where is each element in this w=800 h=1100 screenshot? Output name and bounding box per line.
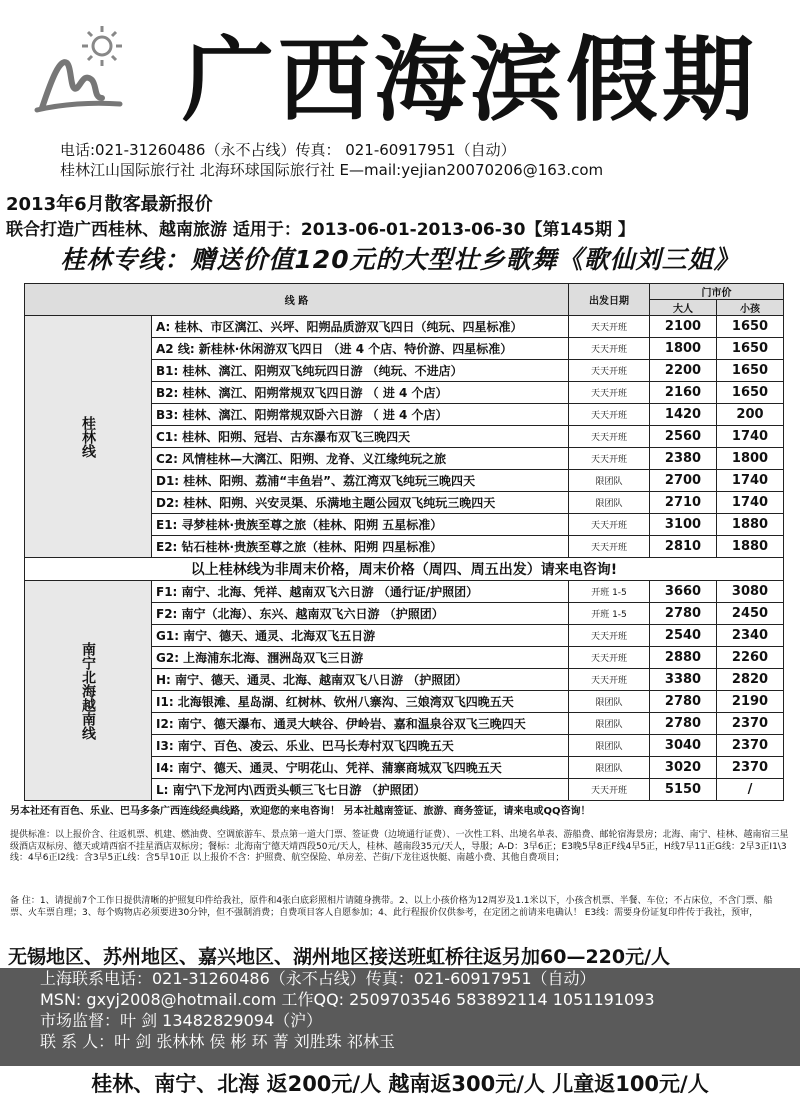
- child-price-cell: 2450: [717, 603, 784, 625]
- route-cell: F2: 南宁（北海）、东兴、越南双飞六日游 （护照团）: [152, 603, 569, 625]
- adult-price-cell: 2160: [650, 382, 717, 404]
- depart-cell: 天天开班: [569, 448, 650, 470]
- child-price-cell: 1880: [717, 514, 784, 536]
- depart-cell: 开班 1-5: [569, 581, 650, 603]
- depart-cell: 限团队: [569, 691, 650, 713]
- route-cell: I3: 南宁、百色、凌云、乐业、巴马长寿村双飞四晚五天: [152, 735, 569, 757]
- header-depart: 出发日期: [569, 284, 650, 316]
- weekend-notice: 以上桂林线为非周末价格，周末价格（周四、周五出发）请来电咨询!: [25, 558, 784, 581]
- depart-cell: 限团队: [569, 735, 650, 757]
- adult-price-cell: 3020: [650, 757, 717, 779]
- depart-cell: 限团队: [569, 713, 650, 735]
- depart-cell: 限团队: [569, 757, 650, 779]
- header-route: 线 路: [25, 284, 569, 316]
- adult-price-cell: 2810: [650, 536, 717, 558]
- region-label: 桂林线: [25, 316, 152, 558]
- adult-price-cell: 2100: [650, 316, 717, 338]
- route-cell: C1: 桂林、阳朔、冠岩、古东瀑布双飞三晚四天: [152, 426, 569, 448]
- child-price-cell: 1880: [717, 536, 784, 558]
- route-cell: E2: 钻石桂林·贵族至尊之旅（桂林、阳朔 四星标准）: [152, 536, 569, 558]
- footer-contact: [0, 968, 800, 1066]
- extra-routes-note: 另本社还有百色、乐业、巴马多条广西连线经典线路，欢迎您的来电咨询！ 另本社越南签证、旅游、商务签证，请来电或QQ咨询！: [10, 806, 591, 817]
- child-price-cell: 1650: [717, 360, 784, 382]
- child-price-cell: 2260: [717, 647, 784, 669]
- child-price-cell: 1740: [717, 492, 784, 514]
- child-price-cell: 1740: [717, 426, 784, 448]
- footer-supervisor: 市场监督：叶 剑 13482829094（沪）: [40, 1011, 323, 1030]
- route-cell: C2: 风情桂林—大漓江、阳朔、龙脊、义江缘纯玩之旅: [152, 448, 569, 470]
- adult-price-cell: 2540: [650, 625, 717, 647]
- adult-price-cell: 2780: [650, 713, 717, 735]
- child-price-cell: 1650: [717, 338, 784, 360]
- adult-price-cell: 3660: [650, 581, 717, 603]
- depart-cell: 天天开班: [569, 382, 650, 404]
- adult-price-cell: 2380: [650, 448, 717, 470]
- depart-cell: 天天开班: [569, 779, 650, 801]
- header-price: 门市价: [650, 284, 784, 300]
- brand-title: 广西海滨假期: [181, 27, 758, 134]
- page-title: 2013年6月散客最新报价: [6, 194, 213, 215]
- child-price-cell: 2190: [717, 691, 784, 713]
- transfer-note: 无锡地区、苏州地区、嘉兴地区、湖州地区接送班虹桥往返另加60—220元/人: [8, 946, 671, 968]
- route-cell: G2: 上海浦东北海、涠洲岛双飞三日游: [152, 647, 569, 669]
- route-cell: F1: 南宁、北海、凭祥、越南双飞六日游 （通行证/护照团）: [152, 581, 569, 603]
- adult-price-cell: 2780: [650, 603, 717, 625]
- depart-cell: 限团队: [569, 470, 650, 492]
- child-price-cell: 2820: [717, 669, 784, 691]
- adult-price-cell: 2560: [650, 426, 717, 448]
- depart-cell: 限团队: [569, 492, 650, 514]
- depart-cell: 天天开班: [569, 536, 650, 558]
- depart-cell: 天天开班: [569, 360, 650, 382]
- route-cell: B1: 桂林、漓江、阳朔双飞纯玩四日游 （纯玩、不进店）: [152, 360, 569, 382]
- adult-price-cell: 1800: [650, 338, 717, 360]
- child-price-cell: 2370: [717, 757, 784, 779]
- depart-cell: 开班 1-5: [569, 603, 650, 625]
- table-row: [25, 581, 784, 603]
- route-cell: A: 桂林、市区漓江、兴坪、阳朔品质游双飞四日（纯玩、四星标准）: [152, 316, 569, 338]
- route-cell: H: 南宁、德天、通灵、北海、越南双飞八日游 （护照团）: [152, 669, 569, 691]
- adult-price-cell: 1420: [650, 404, 717, 426]
- child-price-cell: 2340: [717, 625, 784, 647]
- footer-contacts: 联 系 人：叶 剑 张林林 侯 彬 环 菁 刘胜珠 祁林玉: [40, 1032, 395, 1051]
- route-cell: I2: 南宁、德天瀑布、通灵大峡谷、伊岭岩、嘉和温泉谷双飞三晚四天: [152, 713, 569, 735]
- child-price-cell: 200: [717, 404, 784, 426]
- adult-price-cell: 2710: [650, 492, 717, 514]
- adult-price-cell: 2200: [650, 360, 717, 382]
- child-price-cell: /: [717, 779, 784, 801]
- adult-price-cell: 3380: [650, 669, 717, 691]
- adult-price-cell: 3100: [650, 514, 717, 536]
- adult-price-cell: 2880: [650, 647, 717, 669]
- child-price-cell: 2370: [717, 735, 784, 757]
- route-cell: G1: 南宁、德天、通灵、北海双飞五日游: [152, 625, 569, 647]
- route-cell: E1: 寻梦桂林·贵族至尊之旅（桂林、阳朔 五星标准）: [152, 514, 569, 536]
- region-label: 南宁北海越南线: [25, 581, 152, 801]
- adult-price-cell: 3040: [650, 735, 717, 757]
- depart-cell: 天天开班: [569, 338, 650, 360]
- contact-phone: 电话:021-31260486（永不占线）传真： 021-60917951（自动）: [60, 141, 516, 159]
- contact-agencies: 桂林江山国际旅行社 北海环球国际旅行社 E—mail:yejian20070206@163.com: [60, 161, 604, 179]
- route-cell: D2: 桂林、阳朔、兴安灵渠、乐满地主题公园双飞纯玩三晚四天: [152, 492, 569, 514]
- depart-cell: 天天开班: [569, 426, 650, 448]
- price-table: [24, 283, 784, 801]
- depart-cell: 天天开班: [569, 404, 650, 426]
- adult-price-cell: 2780: [650, 691, 717, 713]
- slogan: 桂林专线：赠送价值120元的大型壮乡歌舞《歌仙刘三姐》: [60, 245, 740, 274]
- route-cell: L: 南宁\下龙河内\西贡头顿三飞七日游 （护照团）: [152, 779, 569, 801]
- route-cell: B2: 桂林、漓江、阳朔常规双飞四日游 （ 进 4 个店）: [152, 382, 569, 404]
- child-price-cell: 3080: [717, 581, 784, 603]
- page-subtitle: 联合打造广西桂林、越南旅游 适用于：2013-06-01-2013-06-30【第145期 】: [6, 220, 635, 240]
- depart-cell: 天天开班: [569, 669, 650, 691]
- footer-phone: 上海联系电话：021-31260486（永不占线）传真：021-60917951（自动）: [40, 969, 596, 988]
- header-child: 小孩: [717, 300, 784, 316]
- depart-cell: 天天开班: [569, 316, 650, 338]
- adult-price-cell: 2700: [650, 470, 717, 492]
- route-cell: A2 线: 新桂林·休闲游双飞四日 （进 4 个店、特价游、四星标准）: [152, 338, 569, 360]
- depart-cell: 天天开班: [569, 647, 650, 669]
- table-row: [25, 316, 784, 338]
- route-cell: I4: 南宁、德天、通灵、宁明花山、凭祥、蒲寨商城双飞四晚五天: [152, 757, 569, 779]
- child-price-cell: 1740: [717, 470, 784, 492]
- route-cell: I1: 北海银滩、星岛湖、红树林、钦州八寨沟、三娘湾双飞四晚五天: [152, 691, 569, 713]
- remarks-note: 备 住：1、请提前7个工作日提供清晰的护照复印件给我社，原件和4张白底彩照相片请随身携带。2、以上小孩价格为12周岁及1.1米以下，小孩含机票、半餐、车位；不占床位，不含门票、船票、火车票自理；3、每个购物店必须要进30分钟，但不强制消费；自费项目客人自愿参加；4、此行程报价仅供参考，在定团之前请来电确认！ E3线：需要身份证复印件传于我社，预审，: [10, 896, 773, 918]
- service-standard-note: 提供标准：以上报价含、往返机票、机建、燃油费、空调旅游车、景点第一道大门票、签证费（边境通行证费）、一次性工料、出境名单表、游船费、邮轮宿海景房；北海、南宁、桂林、越南宿三星级酒店双标房、德天或靖西宿不挂星酒店双标房；餐标：北海南宁德天靖西段50元/天人，桂林、越南段35元/天人，导服；A-D：3早6正；E3晚5早8正F线4早5正，H线7早11正G线：2早3正I1\3线：4早6正I2线：含3早5正L线：含5早10正 以上报价不含：护照费、航空保险、单房差、芒街/下龙往返快艇、南越小费、其他自费项目；: [10, 830, 789, 863]
- logo: [22, 18, 132, 128]
- footer-msn: MSN: gxyj2008@hotmail.com 工作QQ: 2509703546 583892114 1051191093: [40, 990, 655, 1009]
- depart-cell: 天天开班: [569, 514, 650, 536]
- rebate-banner: 桂林、南宁、北海 返200元/人 越南返300元/人 儿童返100元/人: [91, 1072, 709, 1096]
- header-adult: 大人: [650, 300, 717, 316]
- child-price-cell: 1650: [717, 382, 784, 404]
- depart-cell: 天天开班: [569, 625, 650, 647]
- adult-price-cell: 5150: [650, 779, 717, 801]
- child-price-cell: 2370: [717, 713, 784, 735]
- child-price-cell: 1650: [717, 316, 784, 338]
- route-cell: D1: 桂林、阳朔、荔浦“丰鱼岩”、荔江湾双飞纯玩三晚四天: [152, 470, 569, 492]
- contact-block: [60, 140, 780, 180]
- child-price-cell: 1800: [717, 448, 784, 470]
- route-cell: B3: 桂林、漓江、阳朔常规双卧六日游 （ 进 4 个店）: [152, 404, 569, 426]
